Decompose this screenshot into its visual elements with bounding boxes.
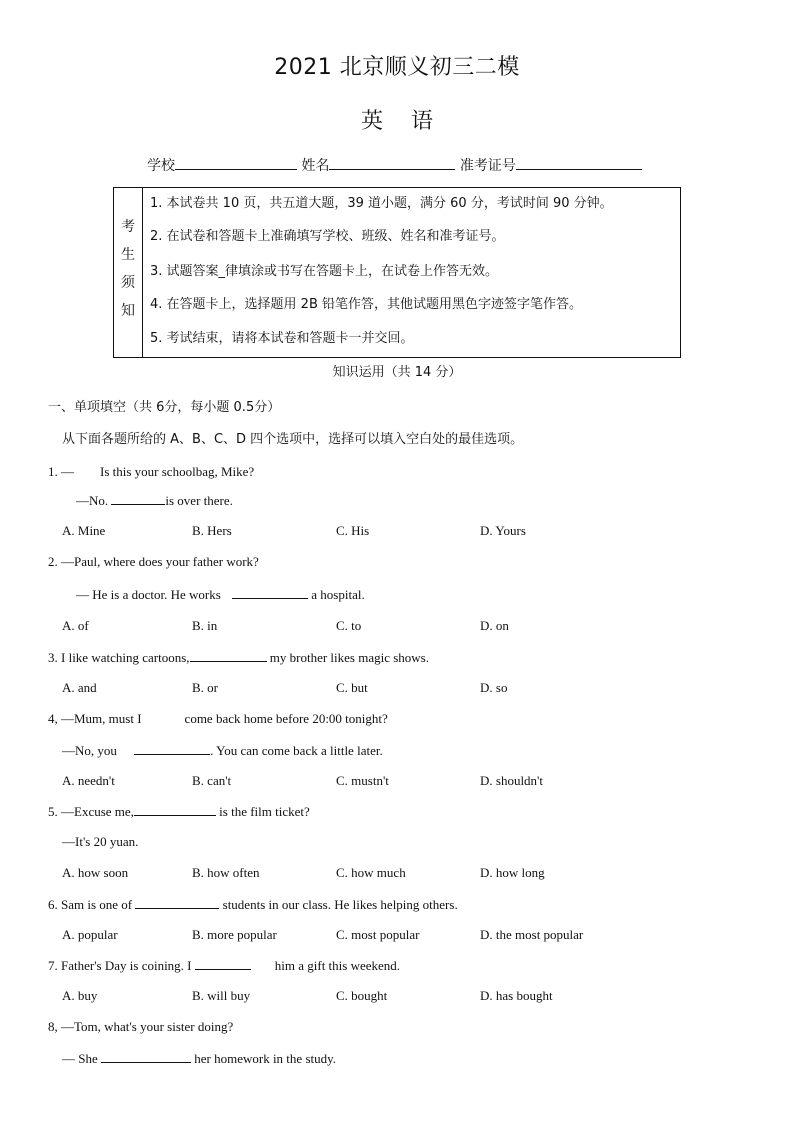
question-7-line1: [48, 957, 400, 974]
answer-blank[interactable]: [134, 742, 210, 755]
question-text: students in our class. He likes helping others.: [219, 897, 458, 912]
answer-blank[interactable]: [135, 896, 219, 909]
subject-title: 英语: [360, 109, 461, 134]
option-a[interactable]: A. Mine: [62, 523, 106, 538]
question-text: —No.: [76, 493, 112, 508]
notice-item: 2. 在试卷和答题卡上准确填写学校、班级、姓名和准考证号。: [150, 229, 505, 244]
question-6-line1: [48, 896, 458, 913]
question-2-line1: 2. —Paul, where does your father work?: [48, 554, 259, 569]
question-8-line1: 8, —Tom, what's your sister doing?: [48, 1019, 234, 1034]
option-c[interactable]: C. how much: [336, 865, 406, 880]
name-blank[interactable]: [329, 155, 455, 170]
option-d[interactable]: D. so: [480, 680, 508, 695]
notice-label-char: 考: [121, 219, 135, 235]
notice-item: 3. 试题答案_律填涂或书写在答题卡上，在试卷上作答无效。: [150, 264, 499, 279]
candidate-notice-box: [113, 187, 681, 358]
instruction-text: 从下面各题所给的 A、B、C、D 四个选项中，选择可以填入空白处的最佳选项。: [62, 432, 524, 447]
question-text: him a gift this weekend.: [274, 958, 401, 973]
question-text: 7. Father's Day is coining. I: [48, 958, 195, 973]
option-c[interactable]: C. bought: [336, 988, 388, 1003]
option-d[interactable]: D. how long: [480, 865, 545, 880]
question-4-line2: [62, 742, 383, 759]
question-text: 5. —Excuse me,: [48, 804, 134, 819]
option-c[interactable]: C. to: [336, 618, 362, 633]
exam-title: 2021 北京顺义初三二模: [274, 55, 520, 80]
question-text: — She: [62, 1051, 101, 1066]
option-b[interactable]: B. more popular: [192, 927, 277, 942]
option-b[interactable]: B. in: [192, 618, 218, 633]
question-1-line2: [76, 492, 233, 509]
notice-item: 4. 在答题卡上，选择题用 2B 铅笔作答，其他试题用黑色字迹签字笔作答。: [150, 297, 582, 312]
option-d[interactable]: D. on: [480, 618, 509, 633]
exam-id-label: 准考证号: [459, 158, 516, 174]
question-text: 4, —Mum, must I: [48, 711, 142, 726]
name-label: 姓名: [301, 158, 330, 174]
option-c[interactable]: C. mustn't: [336, 773, 389, 788]
question-2-line2: [76, 586, 365, 603]
school-label: 学校: [147, 158, 175, 174]
part-heading: 一、单项填空（共 6分，每小题 0.5分）: [48, 400, 281, 415]
question-text: a hospital.: [308, 587, 365, 602]
option-a[interactable]: A. how soon: [62, 865, 129, 880]
question-8-line2: [62, 1050, 336, 1067]
option-b[interactable]: B. will buy: [192, 988, 251, 1003]
question-text: 6. Sam is one of: [48, 897, 136, 912]
option-d[interactable]: D. has bought: [480, 988, 553, 1003]
question-1-line1: 1. — Is this your schoolbag, Mike?: [48, 464, 255, 479]
option-a[interactable]: A. and: [62, 680, 97, 695]
question-text: —No, you: [62, 743, 121, 758]
exam-id-blank[interactable]: [516, 155, 642, 170]
option-b[interactable]: B. can't: [192, 773, 232, 788]
question-text: is the film ticket?: [215, 804, 310, 819]
option-b[interactable]: B. how often: [192, 865, 260, 880]
option-a[interactable]: A. popular: [62, 927, 118, 942]
section-title: 知识运用（共 14 分）: [332, 365, 462, 380]
question-5-line1: [48, 803, 310, 820]
student-info-line: [147, 155, 642, 175]
school-blank[interactable]: [175, 155, 297, 170]
answer-blank[interactable]: [134, 803, 216, 816]
notice-label-char: 生: [121, 247, 135, 263]
answer-blank[interactable]: [232, 586, 308, 599]
question-text: come back home before 20:00 tonight?: [184, 711, 388, 726]
option-a[interactable]: A. needn't: [62, 773, 115, 788]
question-text: — He is a doctor. He works: [76, 587, 225, 602]
option-c[interactable]: C. His: [336, 523, 370, 538]
question-4-line1: [48, 711, 388, 727]
option-d[interactable]: D. shouldn't: [480, 773, 544, 788]
notice-item: 1. 本试卷共 10 页，共五道大题，39 道小题，满分 60 分，考试时间 90 分钟。: [150, 196, 613, 211]
option-c[interactable]: C. most popular: [336, 927, 420, 942]
question-text: my brother likes magic shows.: [266, 650, 429, 665]
question-text: is over there.: [165, 493, 233, 508]
question-text: her homework in the study.: [191, 1051, 337, 1066]
notice-label-char: 知: [121, 303, 135, 319]
answer-blank[interactable]: [195, 957, 251, 970]
question-3-line1: [48, 649, 429, 666]
option-b[interactable]: B. or: [192, 680, 218, 695]
question-text: 3. I like watching cartoons,: [48, 650, 190, 665]
question-5-line2: —It's 20 yuan.: [62, 834, 139, 849]
answer-blank[interactable]: [190, 649, 267, 662]
option-d[interactable]: D. Yours: [480, 523, 526, 538]
option-b[interactable]: B. Hers: [192, 523, 232, 538]
question-text: . You can come back a little later.: [210, 743, 383, 758]
option-a[interactable]: A. of: [62, 618, 89, 633]
option-d[interactable]: D. the most popular: [480, 927, 584, 942]
notice-item: 5. 考试结束，请将本试卷和答题卡一并交回。: [150, 331, 414, 346]
notice-label: [114, 188, 143, 357]
answer-blank[interactable]: [111, 492, 165, 505]
option-a[interactable]: A. buy: [62, 988, 98, 1003]
option-c[interactable]: C. but: [336, 680, 368, 695]
notice-label-char: 须: [121, 275, 135, 291]
answer-blank[interactable]: [101, 1050, 191, 1063]
